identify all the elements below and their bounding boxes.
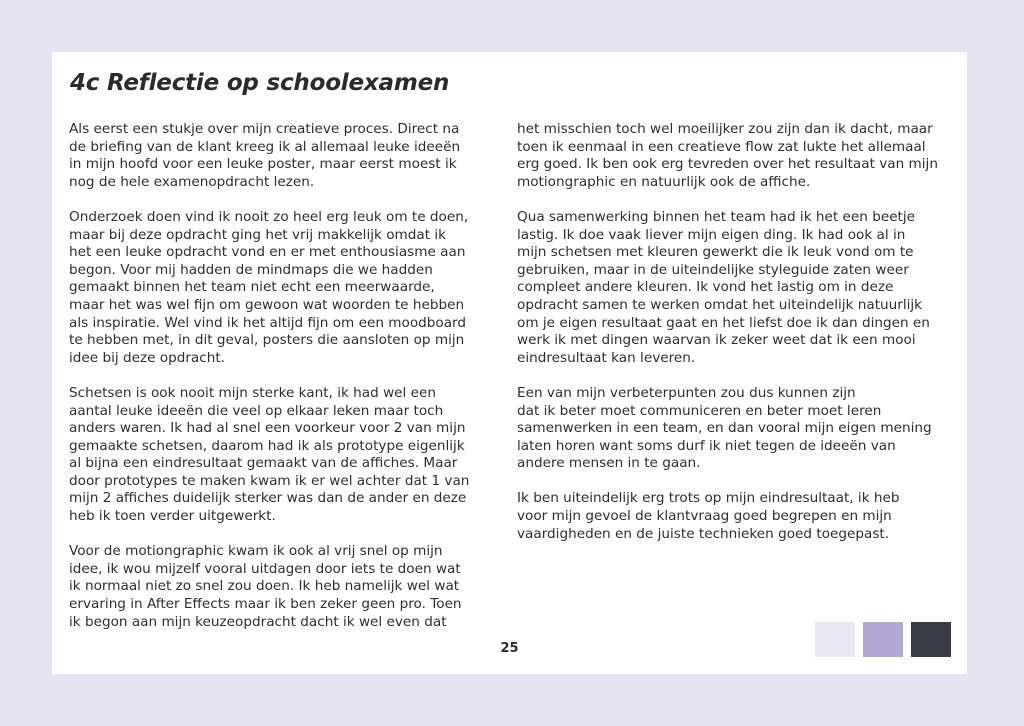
page-number: 25 xyxy=(500,641,519,656)
paragraph: Als eerst een stukje over mijn creatieve proces. Direct na de briefing van de klant kreeg ik al allemaal leuke ideeën in mijn hoofd voor een leuke poster, maar eerst moest ik nog de hele examenopdracht lezen. xyxy=(69,121,461,190)
color-swatch-lavender xyxy=(863,622,903,657)
page-title: 4c Reflectie op schoolexamen xyxy=(70,70,450,96)
paragraph: Voor de motiongraphic kwam ik ook al vrij snel op mijn idee, ik wou mijzelf vooral uitdagen door iets te doen wat ik normaal niet zo snel zou doen. Ik heb namelijk wel wat ervaring in After Effects maar ik ben zeker geen pro. Toen ik begon aan mijn keuzeopdracht dacht ik wel even dat xyxy=(69,543,462,630)
paragraph: Ik ben uiteindelijk erg trots op mijn eindresultaat, ik heb voor mijn gevoel de klantvraag goed begrepen en mijn vaardigheden en de juiste technieken goed toegepast. xyxy=(517,490,900,542)
color-swatch-light xyxy=(815,622,855,657)
right-column xyxy=(517,121,947,561)
color-swatch-dark xyxy=(911,622,951,657)
paragraph: Schetsen is ook nooit mijn sterke kant, ik had wel een aantal leuke ideeën die veel op elkaar leken maar toch anders waren. Ik had al snel een voorkeur voor 2 van mijn gemaakte schetsen, daarom had ik als prototype eigenlijk al bijna een eindresultaat gemaakt van de affiches. Maar door prototypes te maken kwam ik er wel achter dat 1 van mijn 2 affiches duidelijk sterker was dan de ander en deze heb ik toen verder uitgewerkt. xyxy=(69,384,470,525)
paragraph: Onderzoek doen vind ik nooit zo heel erg leuk om te doen, maar bij deze opdracht ging het vrij makkelijk omdat ik het een leuke opdracht vond en er met enthousiasme aan begon. Voor mij hadden de mindmaps die we hadden gemaakt binnen het team niet echt een meerwaarde, maar het was wel fijn om gewoon wat woorden te hebben als inspiratie. Wel vind ik het altijd fijn om een moodboard te hebben met, in dit geval, posters die aansloten op mijn idee bij deze opdracht. xyxy=(69,208,469,366)
paragraph: het misschien toch wel moeilijker zou zijn dan ik dacht, maar toen ik eenmaal in een creatieve flow zat lukte het allemaal erg goed. Ik ben ook erg tevreden over het resultaat van mijn motiongraphic en natuurlijk ook de affiche. xyxy=(517,121,938,190)
paragraph: Een van mijn verbeterpunten zou dus kunnen zijn dat ik beter moet communiceren en beter moet leren samenwerken in een team, en dan vooral mijn eigen mening laten horen want soms durf ik niet tegen de ideeën van andere mensen in te gaan. xyxy=(517,384,932,472)
left-column xyxy=(69,121,499,649)
color-swatches xyxy=(815,622,951,657)
paragraph: Qua samenwerking binnen het team had ik het een beetje lastig. Ik doe vaak liever mijn eigen ding. Ik had ook al in mijn schetsen met kleuren gewerkt die ik leuk vond om te gebruiken, maar in de uiteindelijke styleguide zaten weer compleet andere kleuren. Ik vond het lastig om in deze opdracht samen te werken omdat het uiteindelijk natuurlijk om je eigen resultaat gaat en het liefst doe ik dan dingen en werk ik met dingen waarvan ik zeker weet dat ik een mooi eindresultaat kan leveren. xyxy=(517,208,930,366)
document-page xyxy=(52,52,967,674)
